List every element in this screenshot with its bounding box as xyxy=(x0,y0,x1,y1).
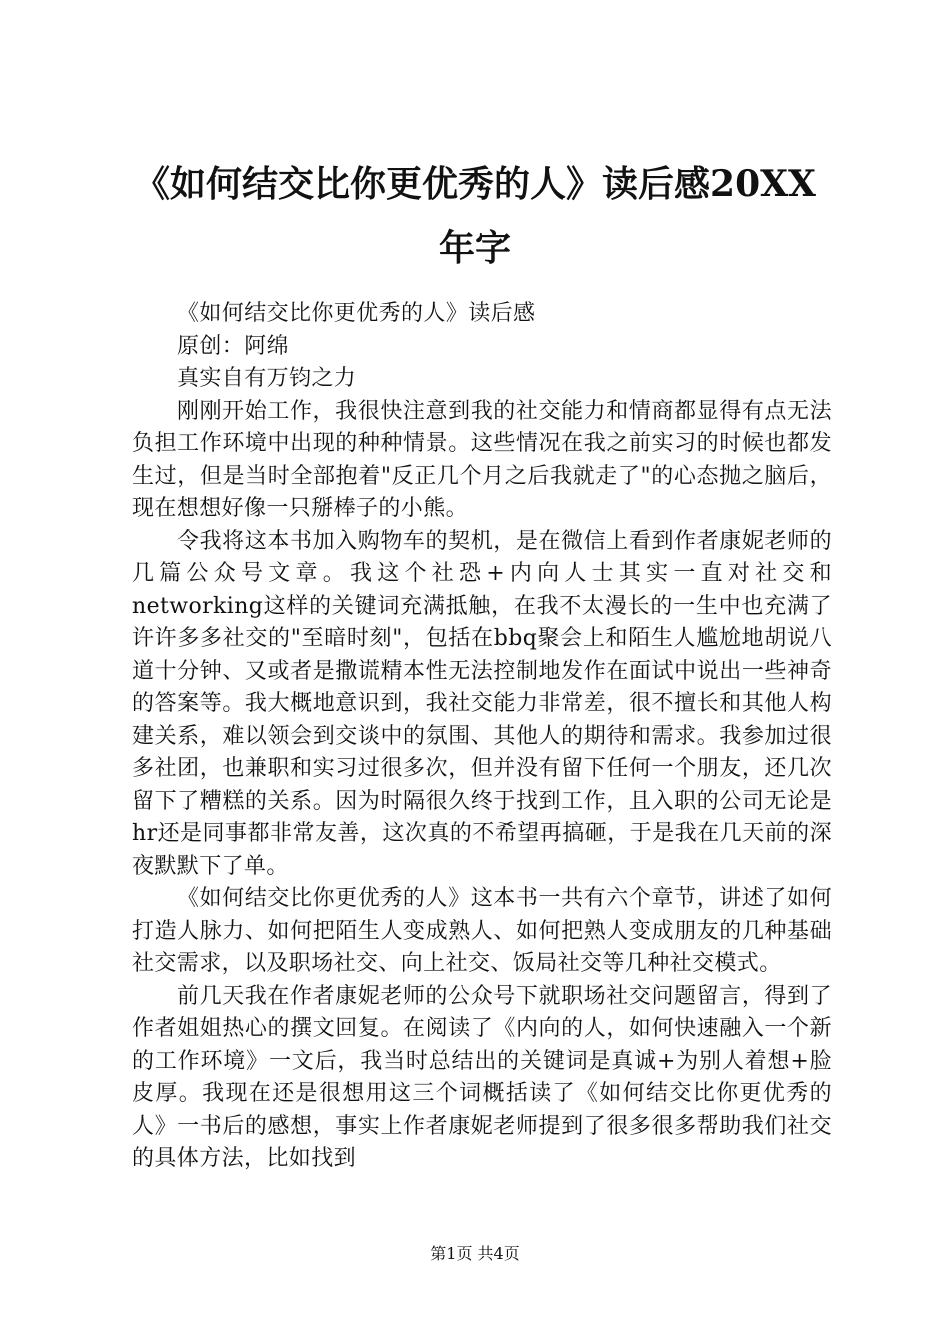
body-paragraph: 刚刚开始工作，我很快注意到我的社交能力和情商都显得有点无法负担工作环境中出现的种种情景。这些情况在我之前实习的时候也都发生过，但是当时全部抱着"反正几个月之后我就走了"的心态抛之脑后，现在想想好像一只掰棒子的小熊。 xyxy=(132,398,832,521)
subtitle-paragraph: 《如何结交比你更优秀的人》读后感 xyxy=(177,301,536,326)
author-paragraph: 原创：阿绵 xyxy=(177,333,290,359)
body-paragraph: 前几天我在作者康妮老师的公众号下就职场社交问题留言，得到了作者姐姐热心的撰文回复。在阅读了《内向的人，如何快速融入一个新的工作环境》一文后，我当时总结出的关键词是真诚+为别人着想+脸皮厚。我现在还是很想用这三个词概括读了《如何结交比你更优秀的人》一书后的感想，事实上作者康妮老师提到了很多很多帮助我们社交的具体方法，比如找到 xyxy=(132,983,832,1171)
body-paragraph: 《如何结交比你更优秀的人》这本书一共有六个章节，讲述了如何打造人脉力、如何把陌生人变成熟人、如何把熟人变成朋友的几种基础社交需求，以及职场社交、向上社交、饭局社交等几种社交模式。 xyxy=(132,886,832,976)
heading-paragraph: 真实自有万钧之力 xyxy=(177,366,357,391)
body-paragraph: 令我将这本书加入购物车的契机，是在微信上看到作者康妮老师的几篇公众号文章。我这个社恐+内向人士其实一直对社交和networking这样的关键词充满抵触，在我不太漫长的一生中也充满了许许多多社交的"至暗时刻"，包括在bbq聚会上和陌生人尴尬地胡说八道十分钟、又或者是撒谎精本性无法控制地发作在面试中说出一些神奇的答案等。我大概地意识到，我社交能力非常差，很不擅长和其他人构建关系，难以领会到交谈中的氛围、其他人的期待和需求。我参加过很多社团，也兼职和实习过很多次，但并没有留下任何一个朋友，还几次留下了糟糕的关系。因为时隔很久终于找到工作，且入职的公司无论是hr还是同事都非常友善，这次真的不希望再搞砸，于是我在几天前的深夜默默下了单。 xyxy=(132,528,832,879)
page-number-footer: 第1页 共4页 xyxy=(430,1244,520,1263)
document-title: 《如何结交比你更优秀的人》读后感20XX年字 xyxy=(134,163,816,269)
document-body xyxy=(132,298,832,1176)
